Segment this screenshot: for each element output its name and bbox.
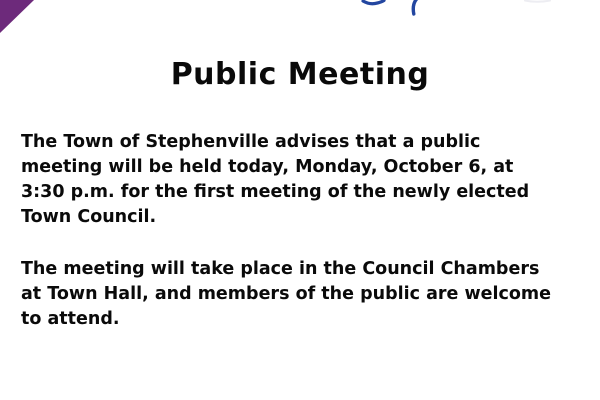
paragraph-line: Town Council. [21, 207, 157, 227]
notice-paragraph-1 [21, 130, 590, 230]
paragraph-line: The Town of Stephenville advises that a public [21, 132, 481, 152]
paragraph-line: meeting will be held today, Monday, October 6, at [21, 157, 514, 177]
blue-handwriting-fragment-icon [355, 0, 565, 16]
notice-body [21, 130, 590, 332]
paragraph-line: at Town Hall, and members of the public are welcome [21, 284, 551, 304]
purple-corner-triangle-icon [0, 0, 34, 33]
notice-paragraph-2 [21, 257, 590, 332]
paragraph-line: to attend. [21, 309, 120, 329]
paragraph-line: 3:30 p.m. for the first meeting of the newly elected [21, 182, 530, 202]
notice-title: Public Meeting [170, 57, 430, 92]
paragraph-line: The meeting will take place in the Council Chambers [21, 259, 540, 279]
